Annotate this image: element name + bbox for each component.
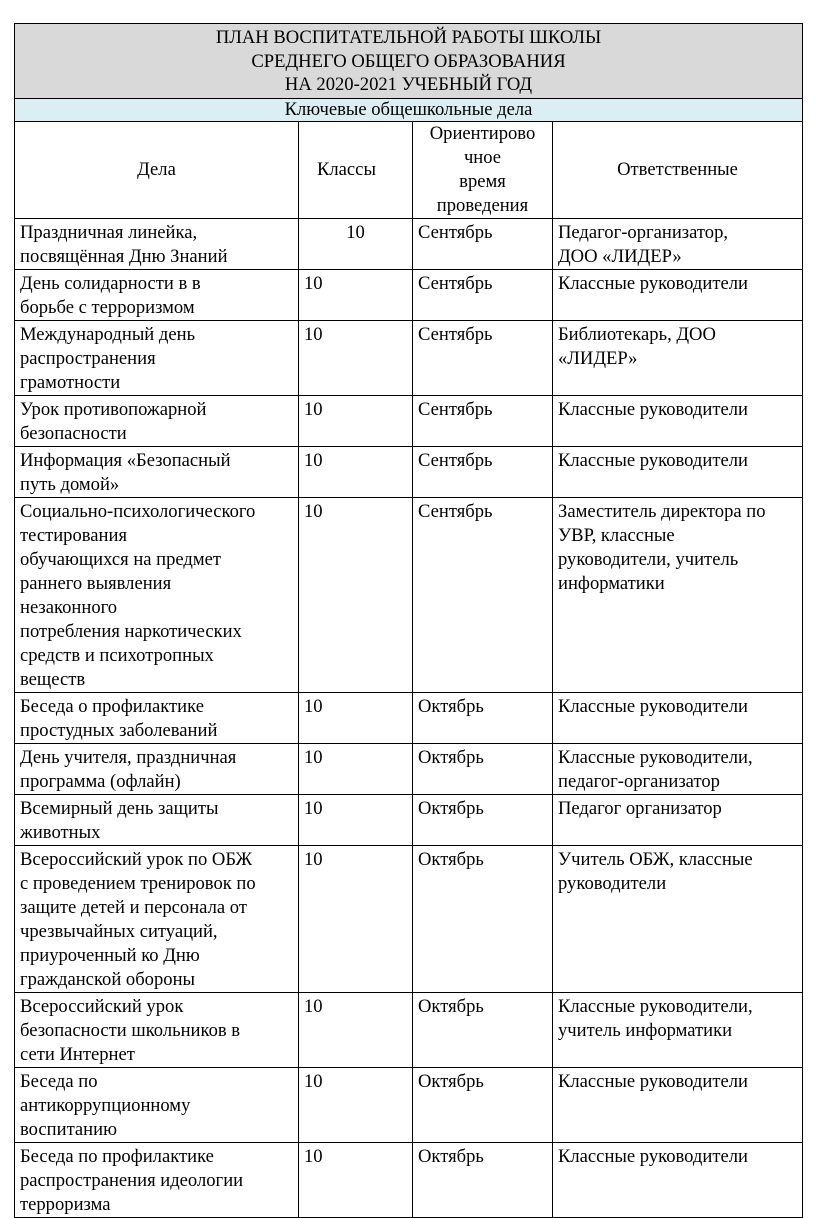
- column-header-time: [413, 121, 553, 218]
- cell-line: с проведением тренировок по: [20, 872, 256, 894]
- cell-line: потребления наркотических: [20, 620, 242, 642]
- deed-cell: [15, 446, 299, 497]
- cell-line: Беседа по: [20, 1070, 98, 1092]
- cell-line: учитель информатики: [558, 1019, 733, 1041]
- cell-line: Классные руководители: [558, 398, 748, 420]
- cell-line: День учителя, праздничная: [20, 746, 237, 768]
- cell-line: Библиотекарь, ДОО: [558, 323, 716, 345]
- plan-table: [14, 23, 803, 1218]
- deed-cell: [15, 1142, 299, 1217]
- time-cell: Октябрь: [413, 1067, 553, 1142]
- cell-line: Беседа по профилактике: [20, 1145, 214, 1167]
- time-cell: Сентябрь: [413, 395, 553, 446]
- cell-line: Всероссийский урок по ОБЖ: [20, 848, 253, 870]
- deed-cell: [15, 992, 299, 1067]
- cell-line: руководители, учитель: [558, 548, 739, 570]
- cell-line: Праздничная линейка,: [20, 221, 198, 243]
- cell-line: незаконного: [20, 596, 118, 618]
- responsible-cell: [553, 845, 803, 992]
- document-title: [15, 24, 803, 99]
- cell-line: руководители: [558, 872, 667, 894]
- time-cell: Октябрь: [413, 692, 553, 743]
- table-row: [15, 320, 803, 395]
- cell-line: борьбе с терроризмом: [20, 296, 195, 318]
- column-header-deeds: Дела: [15, 121, 299, 218]
- table-row: [15, 794, 803, 845]
- deed-cell: [15, 497, 299, 692]
- cell-line: безопасности школьников в: [20, 1019, 241, 1041]
- classes-cell: 10: [299, 1067, 413, 1142]
- deed-cell: [15, 395, 299, 446]
- time-cell: Сентябрь: [413, 320, 553, 395]
- time-cell: Сентябрь: [413, 497, 553, 692]
- deed-cell: [15, 794, 299, 845]
- cell-line: Классные руководители: [558, 695, 748, 717]
- classes-cell: 10: [299, 320, 413, 395]
- deed-cell: [15, 218, 299, 269]
- table-row: [15, 269, 803, 320]
- classes-cell: 10: [299, 269, 413, 320]
- cell-line: Всемирный день защиты: [20, 797, 219, 819]
- header-line: Ориентирово: [429, 122, 536, 144]
- classes-cell: 10: [299, 692, 413, 743]
- classes-cell: 10: [299, 1142, 413, 1217]
- cell-line: защите детей и персонала от: [20, 896, 247, 918]
- cell-line: Информация «Безопасный: [20, 449, 231, 471]
- responsible-cell: [553, 218, 803, 269]
- cell-line: Педагог организатор: [558, 797, 722, 819]
- cell-line: Всероссийский урок: [20, 995, 184, 1017]
- cell-line: тестирования: [20, 524, 128, 546]
- table-header-row: [15, 121, 803, 218]
- time-cell: Октябрь: [413, 743, 553, 794]
- cell-line: «ЛИДЕР»: [558, 347, 638, 369]
- time-cell: Сентябрь: [413, 269, 553, 320]
- cell-line: Международный день: [20, 323, 196, 345]
- title-line: ПЛАН ВОСПИТАТЕЛЬНОЙ РАБОТЫ ШКОЛЫ: [215, 27, 602, 48]
- cell-line: педагог-организатор: [558, 770, 720, 792]
- responsible-cell: [553, 992, 803, 1067]
- cell-line: безопасности: [20, 422, 127, 444]
- cell-line: антикоррупционному: [20, 1094, 191, 1116]
- document-page: [14, 23, 802, 1218]
- classes-cell: 10: [299, 743, 413, 794]
- cell-line: гражданской обороны: [20, 968, 196, 990]
- cell-line: Классные руководители: [558, 449, 748, 471]
- deed-cell: [15, 269, 299, 320]
- time-cell: Сентябрь: [413, 218, 553, 269]
- time-cell: Октябрь: [413, 992, 553, 1067]
- cell-line: терроризма: [20, 1193, 111, 1215]
- deed-cell: [15, 1067, 299, 1142]
- responsible-cell: [553, 497, 803, 692]
- cell-line: Социально-психологического: [20, 500, 256, 522]
- column-header-responsible: Ответственные: [553, 121, 803, 218]
- table-row: [15, 743, 803, 794]
- cell-line: Классные руководители,: [558, 995, 753, 1017]
- cell-line: раннего выявления: [20, 572, 172, 594]
- column-header-classes: Классы: [299, 121, 413, 218]
- header-line: время: [459, 170, 506, 192]
- responsible-cell: [553, 794, 803, 845]
- cell-line: путь домой»: [20, 473, 120, 495]
- classes-cell: 10: [299, 395, 413, 446]
- cell-line: средств и психотропных: [20, 644, 214, 666]
- table-row: [15, 1067, 803, 1142]
- classes-cell: 10: [299, 497, 413, 692]
- table-row: [15, 497, 803, 692]
- cell-line: простудных заболеваний: [20, 719, 218, 741]
- section-title: Ключевые общешкольные дела: [15, 98, 803, 121]
- table-row: [15, 1142, 803, 1217]
- responsible-cell: [553, 446, 803, 497]
- cell-line: Учитель ОБЖ, классные: [558, 848, 753, 870]
- cell-line: ДОО «ЛИДЕР»: [558, 245, 682, 267]
- cell-line: обучающихся на предмет: [20, 548, 222, 570]
- responsible-cell: [553, 395, 803, 446]
- cell-line: животных: [20, 821, 101, 843]
- cell-line: Урок противопожарной: [20, 398, 207, 420]
- table-row: [15, 395, 803, 446]
- deed-cell: [15, 743, 299, 794]
- responsible-cell: [553, 743, 803, 794]
- cell-line: сети Интернет: [20, 1043, 135, 1065]
- deed-cell: [15, 692, 299, 743]
- time-cell: Сентябрь: [413, 446, 553, 497]
- cell-line: программа (офлайн): [20, 770, 181, 792]
- cell-line: посвящённая Дню Знаний: [20, 245, 228, 267]
- responsible-cell: [553, 1067, 803, 1142]
- cell-line: воспитанию: [20, 1118, 117, 1140]
- cell-line: чрезвычайных ситуаций,: [20, 920, 218, 942]
- cell-line: веществ: [20, 668, 86, 690]
- cell-line: приуроченный ко Дню: [20, 944, 200, 966]
- cell-line: Педагог-организатор,: [558, 221, 729, 243]
- classes-cell: 10: [299, 794, 413, 845]
- header-line: чное: [463, 146, 502, 168]
- responsible-cell: [553, 269, 803, 320]
- deed-cell: [15, 320, 299, 395]
- responsible-cell: [553, 320, 803, 395]
- deed-cell: [15, 845, 299, 992]
- cell-line: Классные руководители: [558, 272, 748, 294]
- cell-line: распространения идеологии: [20, 1169, 244, 1191]
- title-line: НА 2020-2021 УЧЕБНЫЙ ГОД: [284, 74, 533, 95]
- table-row: [15, 845, 803, 992]
- time-cell: Октябрь: [413, 845, 553, 992]
- table-row: [15, 992, 803, 1067]
- responsible-cell: [553, 1142, 803, 1217]
- cell-line: распространения: [20, 347, 156, 369]
- table-row: [15, 692, 803, 743]
- cell-line: грамотности: [20, 371, 121, 393]
- responsible-cell: [553, 692, 803, 743]
- cell-line: Заместитель директора по: [558, 500, 766, 522]
- classes-cell: 10: [299, 845, 413, 992]
- header-line: проведения: [436, 194, 529, 216]
- cell-line: Классные руководители,: [558, 746, 753, 768]
- classes-cell: 10: [299, 992, 413, 1067]
- table-row: [15, 446, 803, 497]
- classes-cell: 10: [299, 218, 413, 269]
- cell-line: Беседа о профилактике: [20, 695, 204, 717]
- cell-line: Классные руководители: [558, 1145, 748, 1167]
- cell-line: Классные руководители: [558, 1070, 748, 1092]
- cell-line: УВР, классные: [558, 524, 675, 546]
- title-line: СРЕДНЕГО ОБЩЕГО ОБРАЗОВАНИЯ: [251, 50, 566, 72]
- time-cell: Октябрь: [413, 794, 553, 845]
- cell-line: информатики: [558, 572, 665, 594]
- table-row: [15, 218, 803, 269]
- cell-line: День солидарности в в: [20, 272, 201, 294]
- classes-cell: 10: [299, 446, 413, 497]
- time-cell: Октябрь: [413, 1142, 553, 1217]
